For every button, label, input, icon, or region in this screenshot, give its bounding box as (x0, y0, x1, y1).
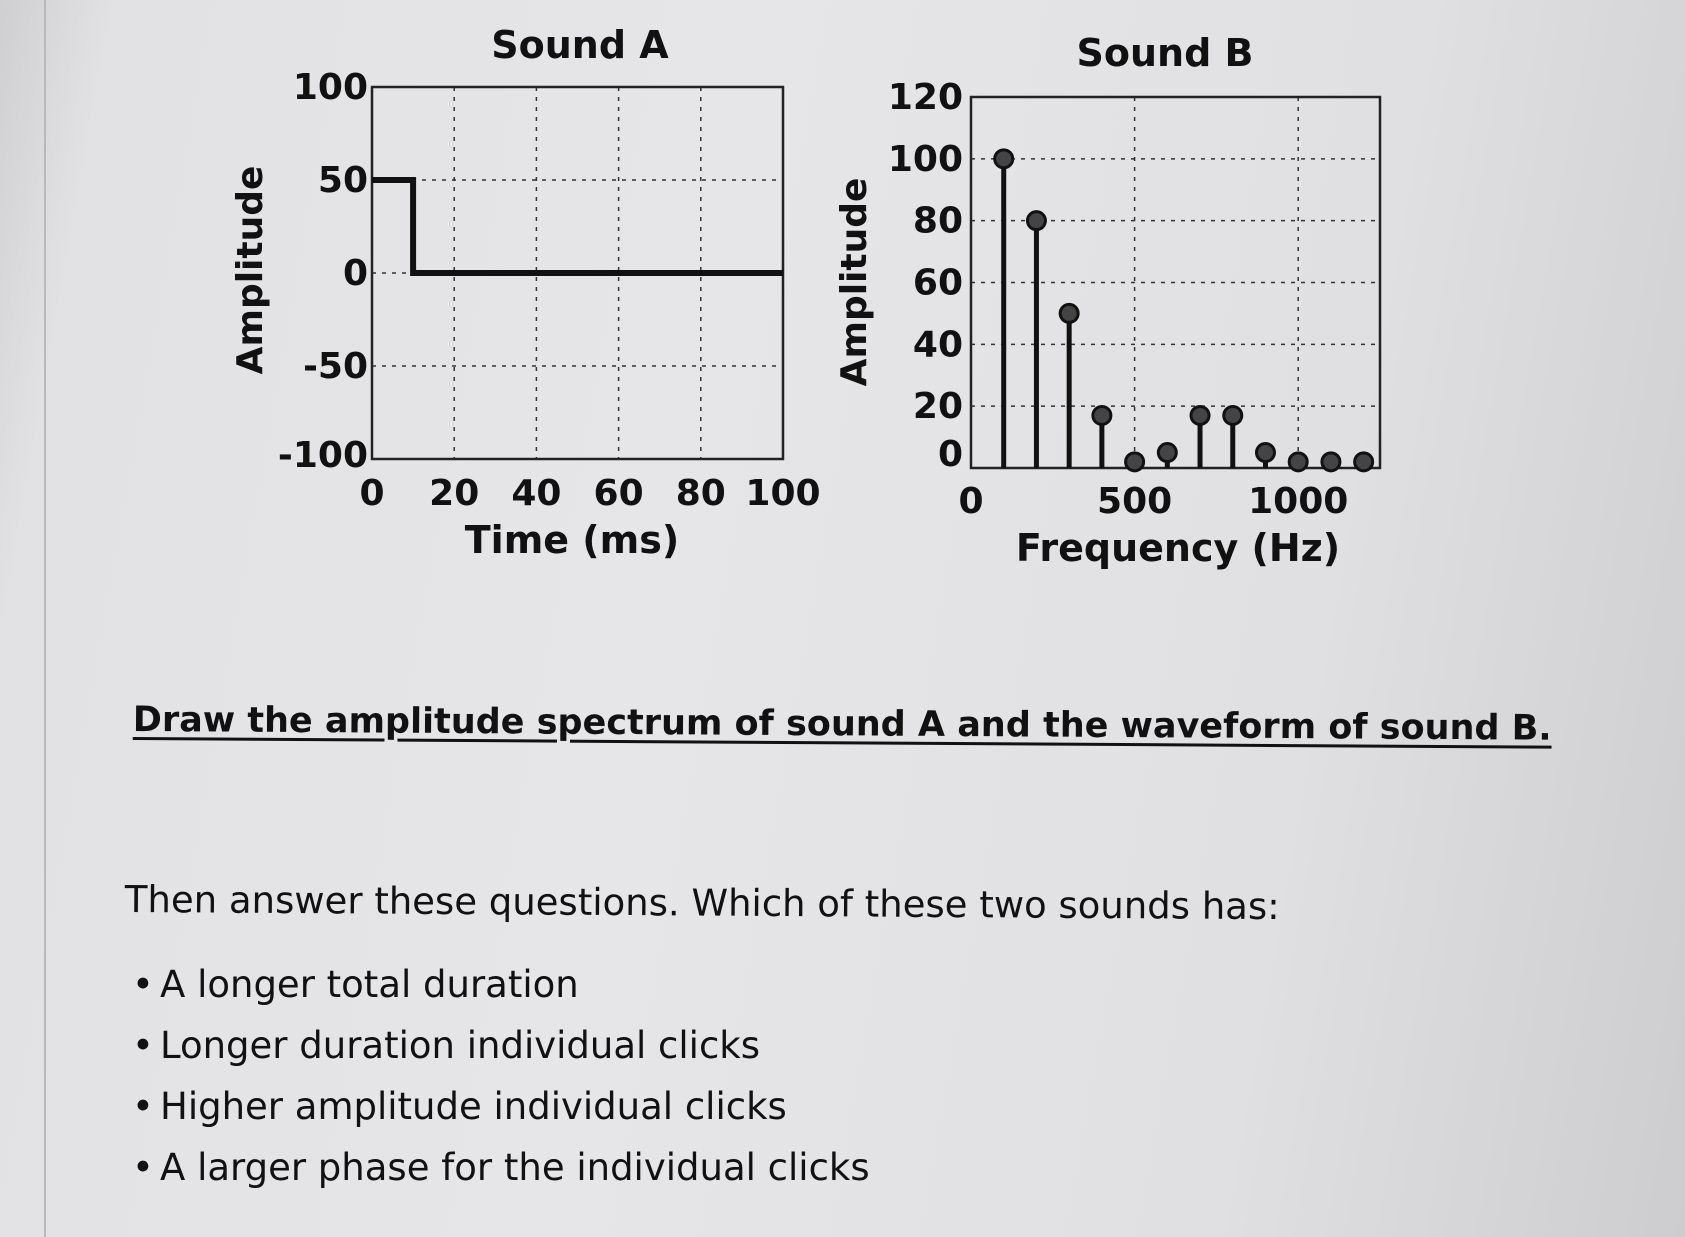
sound-a-y-tick-label: -50 (302, 346, 368, 387)
sound-b-stem-marker (1256, 444, 1274, 462)
sound-a-x-ticks (359, 473, 820, 514)
sound-a-waveform-line (372, 180, 783, 273)
sound-b-x-tick-label: 1000 (1248, 481, 1349, 522)
sound-a-x-tick-label: 60 (593, 473, 644, 514)
sound-b-stem-marker (1027, 212, 1045, 230)
sound-b-y-tick-label: 0 (937, 434, 963, 475)
sound-b-stem-marker (1060, 304, 1078, 322)
sound-a-chart (230, 23, 821, 562)
sound-a-x-tick-label: 40 (511, 473, 562, 514)
sound-a-x-tick-label: 80 (675, 473, 726, 514)
sound-b-marks (995, 150, 1373, 471)
sound-a-y-tick-label: 0 (342, 253, 368, 294)
sound-b-stem-marker (1126, 453, 1144, 471)
sound-b-stem-marker (1289, 453, 1307, 471)
question-item: • A larger phase for the individual clicks (110, 1146, 870, 1207)
sound-b-xlabel: Frequency (Hz) (1015, 526, 1341, 570)
sound-b-stem-marker (1093, 406, 1111, 424)
sound-b-stem-marker (1355, 453, 1373, 471)
sound-a-x-tick-label: 0 (359, 473, 385, 514)
sound-b-y-tick-label: 100 (887, 138, 963, 180)
sound-b-stem-marker (1322, 453, 1340, 471)
sound-b-stem-marker (1191, 406, 1209, 424)
sound-b-y-tick-label: 120 (887, 77, 963, 118)
question-list (110, 963, 870, 1207)
instruction-text: Draw the amplitude spectrum of sound A and the waveform of sound B. (132, 700, 1552, 749)
sound-b-ylabel: Amplitude (834, 177, 875, 387)
sound-b-y-tick-label: 40 (912, 324, 963, 366)
sound-b-chart (834, 31, 1380, 570)
sound-a-y-tick-label: 50 (317, 160, 368, 201)
sound-a-marks (372, 180, 783, 273)
sound-b-stem-marker (1158, 444, 1176, 462)
sound-b-stem-marker (1224, 406, 1242, 424)
sound-b-x-ticks (958, 481, 1348, 522)
sound-b-stem-marker (995, 150, 1013, 168)
sound-a-x-tick-label: 20 (429, 473, 480, 514)
sound-a-y-tick-label: -100 (277, 435, 368, 476)
sound-a-ylabel: Amplitude (230, 165, 271, 375)
question-item: • A longer total duration (110, 963, 870, 1024)
sound-b-y-tick-label: 80 (912, 200, 963, 242)
sound-b-y-tick-label: 60 (912, 262, 963, 304)
sound-a-y-ticks (278, 67, 368, 476)
sound-b-title: Sound B (1076, 31, 1254, 75)
sound-a-xlabel: Time (ms) (464, 518, 680, 562)
sound-b-y-tick-label: 20 (912, 386, 963, 428)
sound-a-y-tick-label: 100 (292, 67, 368, 108)
sound-a-title: Sound A (491, 23, 669, 67)
sound-b-y-ticks (888, 77, 963, 475)
sound-b-x-tick-label: 500 (1097, 481, 1173, 522)
sound-b-x-tick-label: 0 (958, 481, 984, 522)
question-item: • Higher amplitude individual clicks (110, 1085, 870, 1146)
question-item: • Longer duration individual clicks (110, 1024, 870, 1085)
sound-b-grid (971, 97, 1380, 468)
sound-a-x-tick-label: 100 (745, 473, 821, 514)
question-intro: Then answer these questions. Which of these two sounds has: (124, 878, 1280, 929)
